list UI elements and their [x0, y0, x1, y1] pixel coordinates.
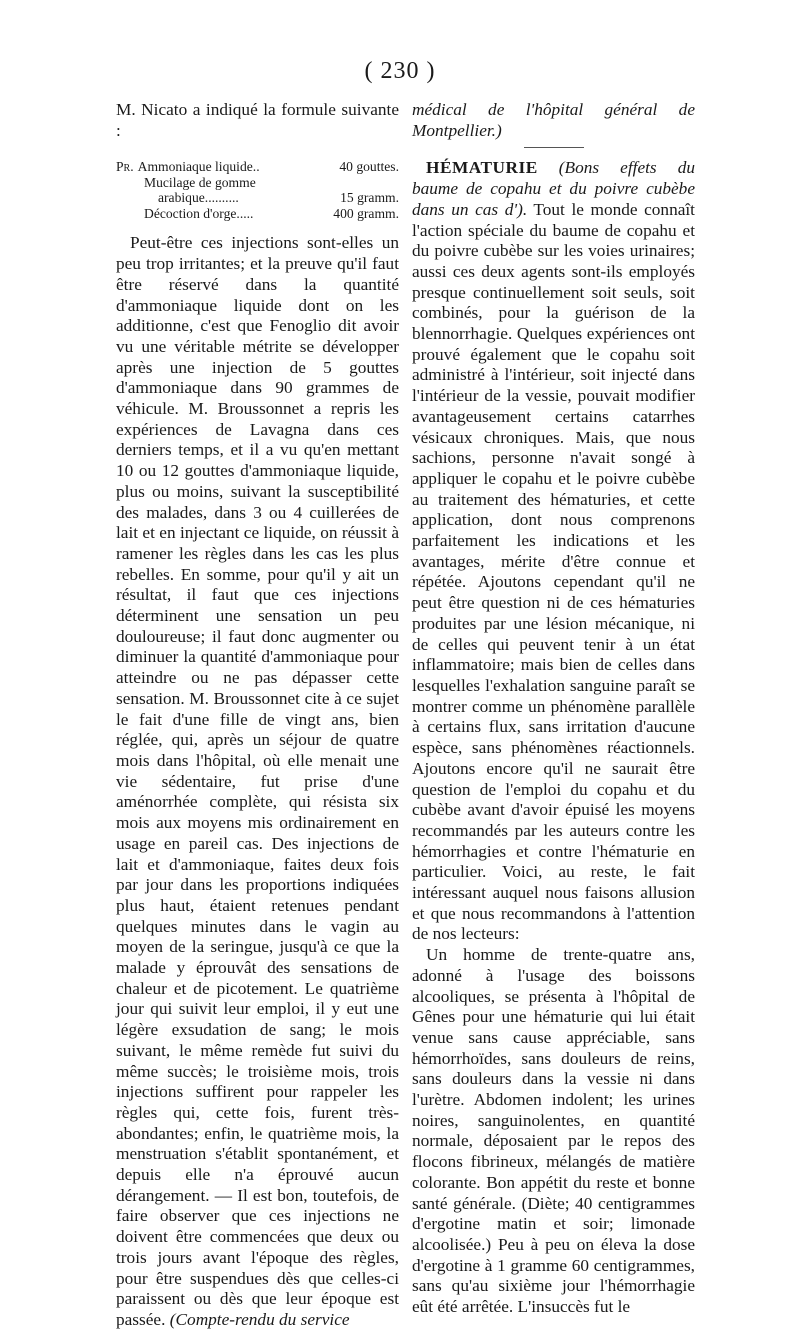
recipe-ingredient: Ammoniaque liquide.. [137, 159, 260, 175]
case-report-paragraph: Un homme de trente-quatre ans, adonné à l'usage des boissons alcooliques, se présenta à l'hôpital de Gênes pour une hématurie qui lui était venue sans cause appréciable, sans hémorrhoïdes, sans douleurs de reins, sans douleurs dans la vessie ni dans l'urètre. Abdomen indolent; les urines noires, sanguinolentes, en quantité normale, déposaient par le repos des flocons fibrineux, mélangés de matière colorante. Bon appétit du reste et bonne santé générale. (Diète; 40 centigrammes d'ergotine matin et soir; limonade alcoolisée.) Peu à peu on éleva la dose d'ergotine à 1 gramme 60 centigrammes, sans qu'au sixième jour l'hémorrhagie eût été arrêtée. L'insuccès fut le [412, 945, 695, 1317]
recipe-quantity: 40 gouttes. [339, 159, 399, 175]
recipe-ingredient: Décoction d'orge..... [144, 205, 254, 221]
page-number: ( 230 ) [364, 58, 436, 84]
recipe-line [116, 190, 399, 206]
left-body-text: Peut-être ces injections sont-elles un peu trop irritantes; et la preuve qu'il faut être réservé dans la quantité d'ammoniaque liquide dont on les additionne, c'est que Fenoglio dit avoir vu une véritable métrite se développer après une injection de 5 gouttes d'ammoniaque dans 90 grammes de véhicule. M. Broussonnet a repris les expériences de Lavagna dans ces derniers temps, et il a vu qu'en mettant 10 ou 12 gouttes d'ammoniaque liquide, plus ou moins, suivant la susceptibilité des malades, dans 3 ou 4 cuillerées de lait et en injectant ce liquide, on réussit à ramener les règles dans les cas les plus rebelles. En somme, pour qu'il y ait un résultat, il faut que ces injections déterminent une sensation un peu douloureuse; il faut donc augmenter ou diminuer la quantité d'ammoniaque pour atteindre ou ne pas dépasser cette sensation. M. Broussonnet cite à ce sujet le fait d'une fille de vingt ans, bien réglée, qui, après un séjour de quatre mois dans l'hôpital, où elle menait une vie sédentaire, fut prise d'une aménorrhée complète, qui résista six mois aux moyens mis ordinairement en usage en pareil cas. Des injections de lait et d'ammoniaque, faites deux fois par jour dans les proportions indiquées plus haut, étaient retenues pendant quelques minutes dans le vagin au moyen de la seringue, jusqu'à ce que la malade y éprouvât des sensations de chaleur et de picotement. Le quatrième jour qui suivit leur emploi, il y eut une légère exsudation de sang; le mois suivant, le même remède fut suivi du même succès; le troisième mois, trois injections suffirent pour rappeler les règles qui, cette fois, furent très-abondantes; enfin, le quatrième mois, la menstruation s'établit spontanément, et depuis elle n'a éprouvé aucun dérangement. — Il est bon, toutefois, de faire observer que ces injections ne doivent être commencées que deux ou trois jours avant l'époque des règles, pour être suspendues dès que celles-ci paraissent ou dès que leur époque est passée. [116, 233, 399, 1329]
source-citation-start: (Compte-rendu du service [169, 1309, 350, 1329]
hematuria-paragraph [412, 158, 695, 945]
recipe-ingredient: Mucilage de gomme [144, 174, 256, 190]
recipe-ingredient: arabique.......... [158, 190, 239, 206]
left-body-paragraph [116, 233, 399, 1330]
hematuria-text: Tout le monde connaît l'action spéciale du baume de copahu et du poivre cubèbe sur les voies urinaires; aussi ces deux agents sont-ils employés presque continuellement soit seuls, soit combinés, pour la guérison de la blennorrhagie. Quelques expériences ont prouvé également que le copahu soit administré à l'intérieur, soit injecté dans l'intérieur de la vessie, pouvait modifier avantageusement certains catarrhes vésicaux chroniques. Mais, que nous sachions, personne n'avait songé à appliquer le copahu et le poivre cubèbe au traitement des hématuries, et cette application, dont nous comprenons parfaitement les indications et les avantages, mérite d'être connue et répétée. Ajoutons cependant qu'il ne peut être question ni de ces hématuries produites par une lésion mécanique, ni de celles qui peuvent tenir à un état inflammatoire; mais bien de celles dans lesquelles l'exhalation sanguine paraît se montrer comme un phénomène parallèle à certains flux, sans irritation d'aucune espèce, sans phénomènes réactionnels. Ajoutons encore qu'il ne saurait être question de l'emploi du copahu et du cubèbe avant d'avoir épuisé les moyens recommandés par les auteurs contre les hémorrhagies et contre l'hématurie en particulier. Voici, au reste, le fait intéressant auquel nous faisons allusion et que nous recommandons à l'attention de nos lecteurs: [412, 199, 695, 944]
left-column [116, 100, 399, 1331]
recipe-quantity: 15 gramm. [340, 190, 399, 206]
recipe-line [116, 175, 399, 191]
section-subtitle: (Bons effets du baume de copahu et du poivre cubèbe dans un cas d'). [412, 158, 695, 219]
recipe-intro: M. Nicato a indiqué la formule suivante : [116, 100, 399, 140]
recipe-prefix: Pr. [116, 159, 134, 175]
recipe-line [116, 206, 399, 222]
recipe-quantity: 400 gramm. [333, 205, 399, 221]
recipe-line [116, 159, 399, 175]
section-heading: HÉMATURIE [426, 158, 538, 178]
right-column [412, 100, 695, 1318]
source-citation-end: médical de l'hôpital général de Montpellier.) [412, 100, 695, 140]
recipe-formula [116, 159, 399, 221]
section-divider [524, 147, 584, 150]
recipe-quantity [393, 175, 399, 191]
